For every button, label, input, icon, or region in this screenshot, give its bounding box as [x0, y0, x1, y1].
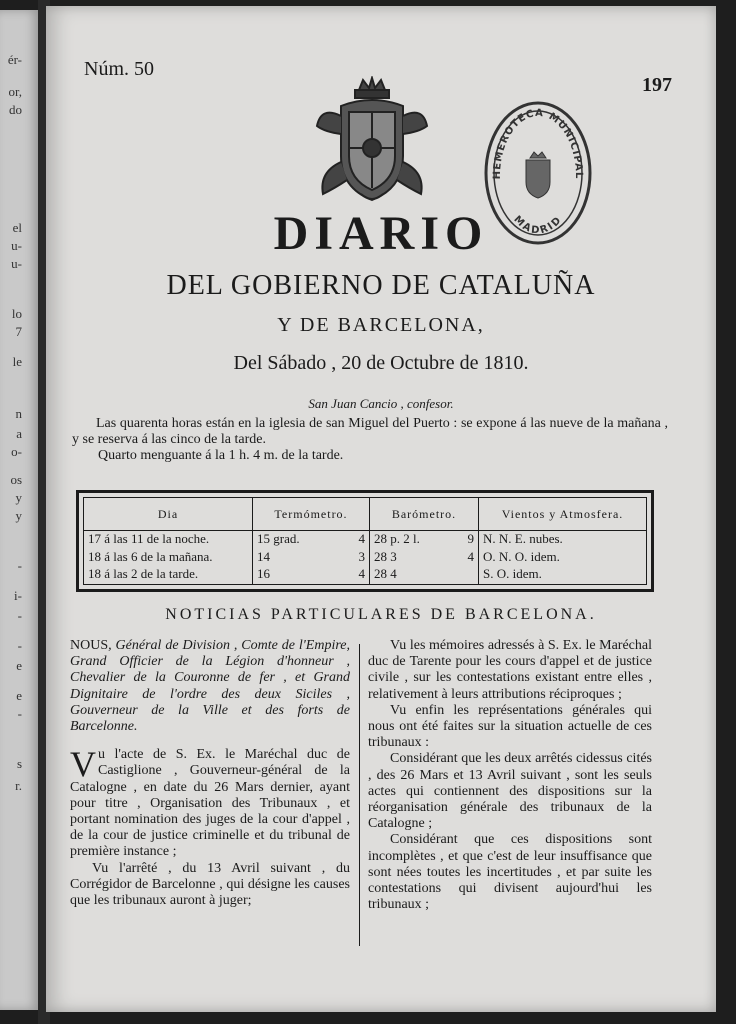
cell-termometro: 15 grad. — [257, 531, 300, 546]
drop-cap: V — [70, 744, 96, 785]
newspaper-subtitle-city: Y DE BARCELONA, — [277, 314, 485, 336]
right-paragraph-2: Vu enfin les représentations générales qui nous ont été faites sur la situation actuelle de ces tribunaux : — [368, 702, 652, 751]
table-row — [84, 531, 646, 549]
left-column — [70, 638, 350, 909]
moon-phase-notice: Quarto menguante á la 1 h. 4 m. de la tarde. — [98, 448, 344, 463]
margin-fragment: - — [17, 558, 22, 573]
margin-fragment: u- — [11, 238, 22, 253]
margin-fragment: el — [12, 220, 22, 235]
paragraph-text: u l'acte de S. Ex. le Maréchal duc de Castiglione , Gouverneur-général de la Catalogne , en date du 26 Mars dernier, ayant pour titre , Organisation des Tribunaux , et portant nomination des juges de la cour d'appel , de la cour de justice criminelle et du tribunal de première instance ; — [70, 747, 350, 860]
margin-fragment: o- — [11, 444, 22, 459]
facing-page-edge — [0, 10, 40, 1010]
margin-fragment: 7 — [15, 324, 22, 339]
margin-fragment: a — [16, 426, 22, 441]
cell-barometro: 28 4 — [374, 566, 397, 582]
left-paragraph-2: Vu l'arrêté , du 13 Avril suivant , du Corrégidor de Barcelonne , qui désigne les causes que les tribunaux auront à juger; — [70, 860, 350, 909]
margin-fragment: or, — [8, 84, 22, 99]
cell-barometro: 28 p. 2 l. — [374, 531, 420, 546]
column-divider — [359, 644, 360, 946]
right-paragraph-1: Vu les mémoires adressés à S. Ex. le Maréchal duc de Tarente pour les cours d'appel et de justice civile , sur les contestations existant entre elles , relativement à leurs attributions réciproques ; — [368, 638, 652, 702]
margin-fragment: e — [16, 658, 22, 673]
margin-fragment: le — [12, 354, 22, 369]
margin-fragment: u- — [11, 256, 22, 271]
issue-number: Núm. 50 — [84, 58, 154, 80]
cell-termometro: 16 — [257, 566, 270, 582]
cell-termometro-frac: 4 — [358, 566, 365, 582]
page-number: 197 — [642, 74, 672, 96]
cell-vientos: S. O. idem. — [483, 566, 542, 582]
weather-table — [76, 490, 654, 592]
newspaper-title: DIARIO — [273, 207, 489, 260]
cell-dia: 17 á las 11 de la noche. — [84, 531, 253, 549]
margin-fragment: y — [15, 508, 22, 523]
cell-barometro: 28 3 — [374, 548, 397, 564]
stamp-city: MADRID — [511, 213, 565, 237]
margin-fragment: y — [15, 490, 22, 505]
section-heading: NOTICIAS PARTICULARES DE BARCELONA. — [165, 606, 597, 623]
margin-fragment: i- — [14, 588, 22, 603]
issue-date: Del Sábado , 20 de Octubre de 1810. — [233, 352, 529, 374]
header-barometro: Barómetro. — [370, 498, 479, 531]
stamp-crest-icon — [526, 152, 550, 198]
table-row — [84, 549, 646, 567]
margin-fragment: lo — [11, 306, 22, 321]
header-vientos: Vientos y Atmosfera. — [479, 498, 647, 531]
margin-fragment: os — [10, 472, 22, 487]
newspaper-subtitle: DEL GOBIERNO DE CATALUÑA — [166, 270, 596, 301]
right-paragraph-4: Considérant que ces dispositions sont incomplètes , et que c'est de leur insuffisance que sont nées toutes les incertitudes , et par suite les contestations qui divisent aujourd'hui les tribunaux ; — [368, 832, 652, 913]
cell-dia: 18 á las 6 de la mañana. — [84, 549, 253, 567]
cell-vientos: N. N. E. nubes. — [483, 531, 563, 546]
royal-coat-of-arms-icon — [311, 76, 433, 206]
header-dia: Dia — [84, 498, 253, 531]
margin-fragment: - — [17, 706, 22, 721]
margin-fragment: e — [16, 688, 22, 703]
margin-fragment: s — [16, 756, 22, 771]
margin-fragment: do — [9, 102, 22, 117]
cell-vientos: O. N. O. idem. — [483, 548, 560, 564]
saint-of-the-day: San Juan Cancio , confesor. — [308, 396, 454, 411]
header-termometro: Termómetro. — [253, 498, 370, 531]
cell-barometro-frac: 9 — [467, 531, 474, 546]
cell-barometro-frac: 4 — [467, 548, 474, 564]
margin-fragment: ér- — [7, 52, 22, 67]
margin-fragment: n — [15, 406, 22, 421]
cell-termometro-frac: 3 — [358, 548, 365, 564]
governor-titles — [70, 638, 350, 735]
titles-lead: NOUS — [70, 638, 109, 653]
right-column — [368, 638, 652, 913]
newspaper-page — [46, 6, 716, 1012]
right-paragraph-3: Considérant que les deux arrêtés cidessus cités , des 26 Mars et 13 Avril suivant , sont les seuls actes qui contiennent des dispositions sur la réorganisation générale des tribunaux de la Catalogne ; — [368, 751, 652, 832]
forty-hours-notice: Las quarenta horas están en la iglesia de san Miguel del Puerto : se expone á las nueve de la mañana , y se reserva á las cinco de la tarde. — [72, 416, 668, 447]
table-row — [84, 566, 646, 584]
daily-notice — [72, 416, 668, 464]
cell-termometro-frac: 4 — [358, 531, 365, 546]
left-paragraph-1 — [70, 744, 350, 860]
cell-dia: 18 á las 2 de la tarde. — [84, 566, 253, 584]
titles-text: , Général de Division , Comte de l'Empire, Grand Officier de la Légion d'honneur , Chevalier de la Couronne de fer , et Grand Dignitaire de l'ordre des deux Siciles , Gouverneur de la Ville et des forts de Barcelonne. — [70, 638, 350, 735]
stamp-text: HEMEROTECA MUNICIPAL — [491, 107, 585, 180]
margin-fragment: r. — [15, 778, 22, 793]
margin-fragment: - — [17, 638, 22, 653]
margin-fragment: - — [17, 608, 22, 623]
cell-termometro: 14 — [257, 548, 270, 564]
